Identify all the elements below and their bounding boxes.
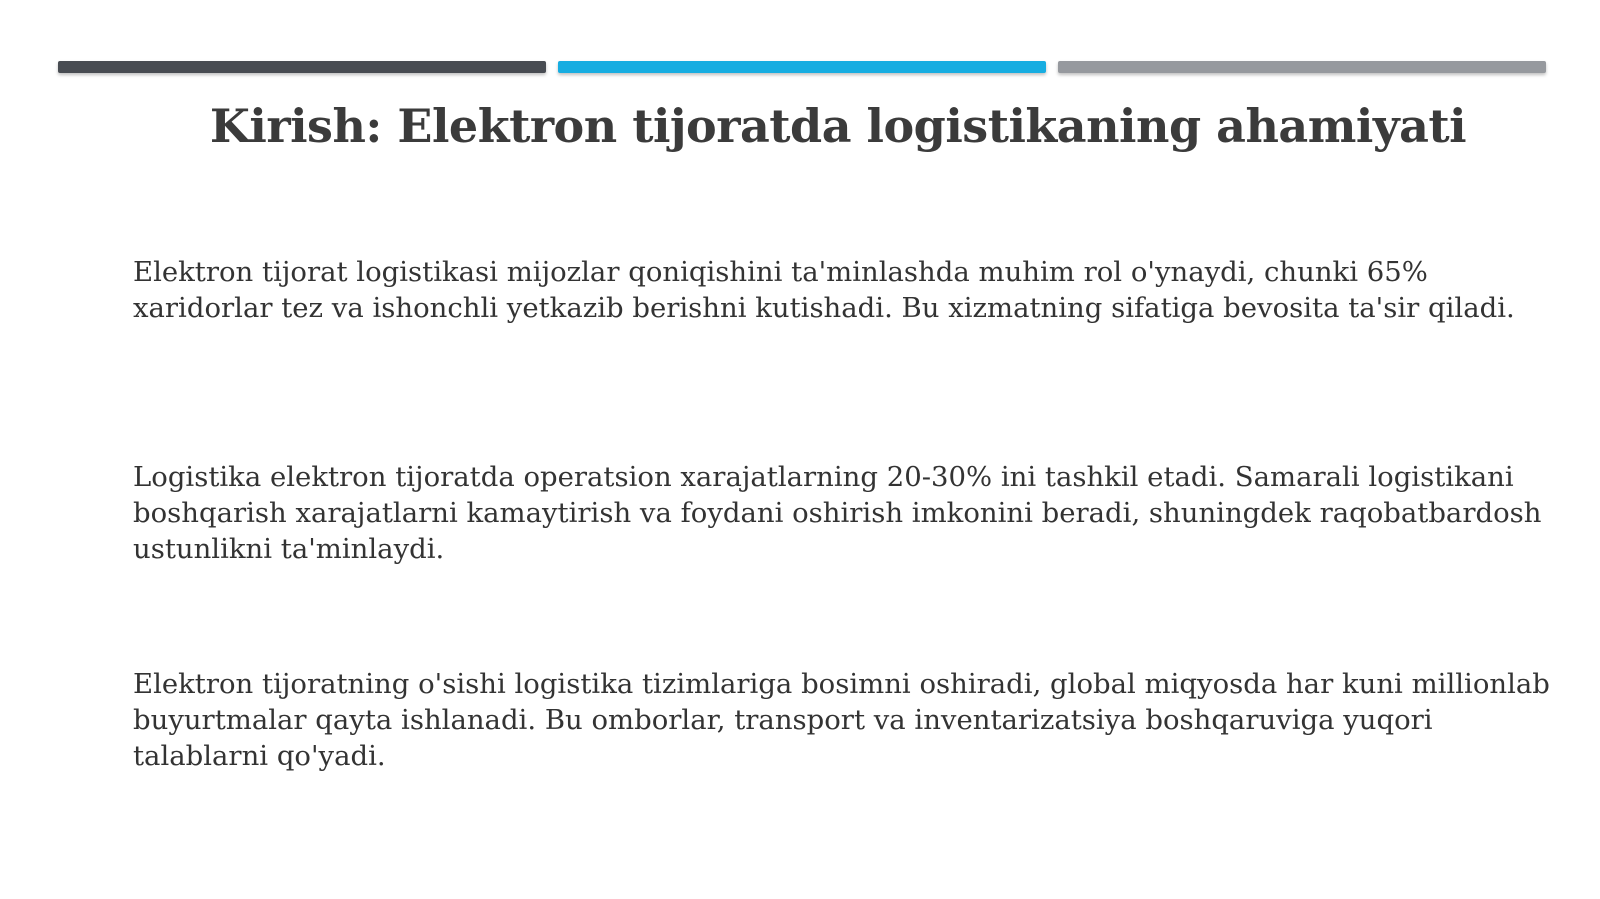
decor-bar-dark bbox=[58, 61, 546, 73]
decor-bar-blue bbox=[558, 61, 1046, 73]
paragraph-operational-costs: Logistika elektron tijoratda operatsion xarajatlarning 20-30% ini tashkil etadi. Samarali logistikani boshqarish xarajatlarni kamaytirish va foydani oshirish imkonini beradi, shuningdek raqobatbardosh ustunlikni ta'minlaydi. bbox=[133, 461, 1542, 565]
decor-bar-gray bbox=[1058, 61, 1546, 73]
paragraph-customer-satisfaction: Elektron tijorat logistikasi mijozlar qoniqishini ta'minlashda muhim rol o'ynaydi, chunki 65% xaridorlar tez va ishonchli yetkazib berishni kutishadi. Bu xizmatning sifatiga bevosita ta'sir qiladi. bbox=[133, 256, 1515, 324]
slide-title: Kirish: Elektron tijoratda logistikaning ahamiyati bbox=[209, 99, 1467, 153]
paragraph-growth-pressure: Elektron tijoratning o'sishi logistika tizimlariga bosimni oshiradi, global miqyosda har kuni millionlab buyurtmalar qayta ishlanadi. Bu omborlar, transport va inventarizatsiya boshqaruviga yuqori talablarni qo'yadi. bbox=[133, 668, 1550, 772]
